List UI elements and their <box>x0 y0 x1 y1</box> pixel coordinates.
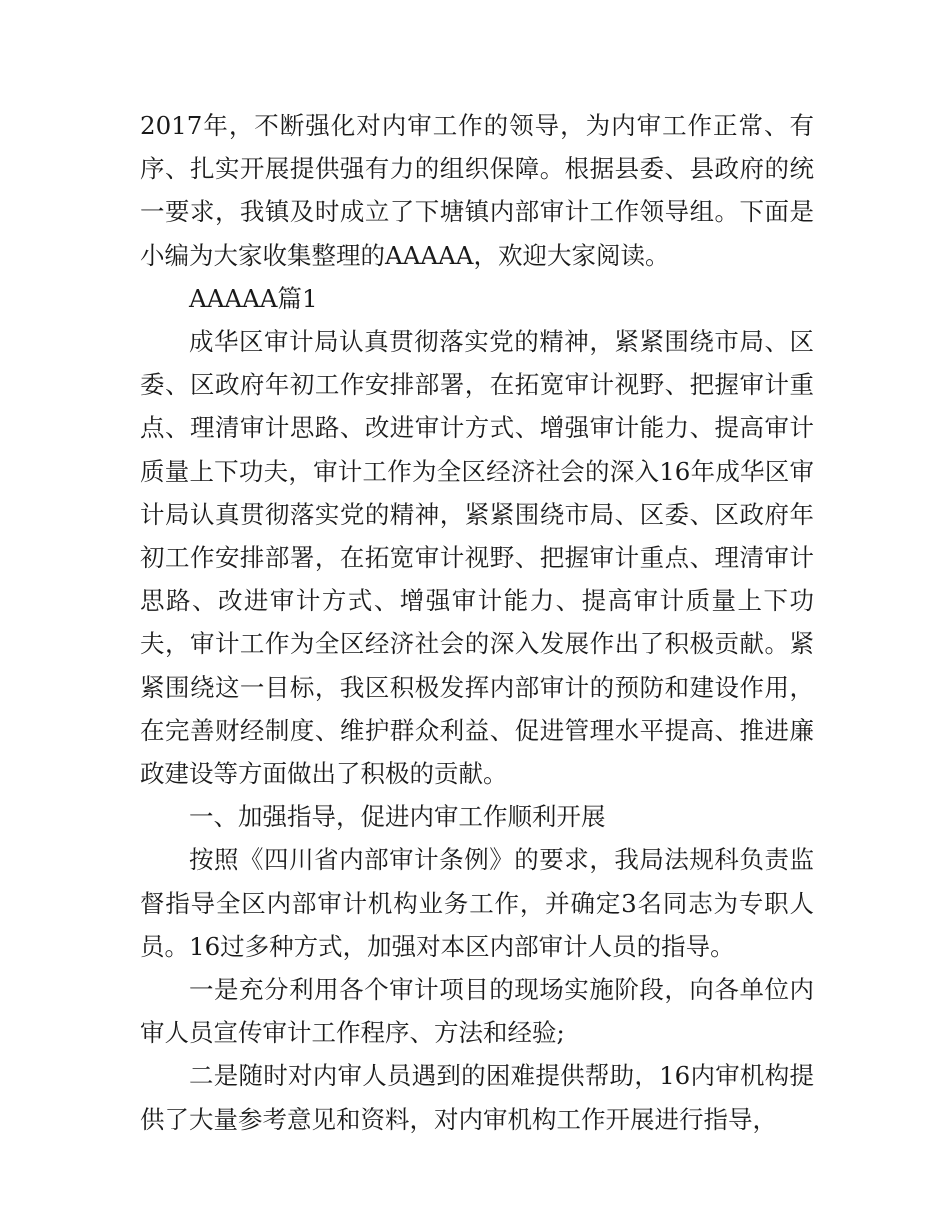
paragraph-intro: 2017年，不断强化对内审工作的领导，为内审工作正常、有序、扎实开展提供强有力的组织保障。根据县委、县政府的统一要求，我镇及时成立了下塘镇内部审计工作领导组。下面是小编为大家收集整理的AAAAA，欢迎大家阅读。 <box>140 111 814 270</box>
paragraph-overview: 成华区审计局认真贯彻落实党的精神，紧紧围绕市局、区委、区政府年初工作安排部署，在拓宽审计视野、把握审计重点、理清审计思路、改进审计方式、增强审计能力、提高审计质量上下功夫，审计工作为全区经济社会的深入16年成华区审计局认真贯彻落实党的精神，紧紧围绕市局、区委、区政府年初工作安排部署，在拓宽审计视野、把握审计重点、理清审计思路、改进审计方式、增强审计能力、提高审计质量上下功夫，审计工作为全区经济社会的深入发展作出了积极贡献。紧紧围绕这一目标，我区积极发挥内部审计的预防和建设作用，在完善财经制度、维护群众利益、促进管理水平提高、推进廉政建设等方面做出了积极的贡献。 <box>140 327 814 789</box>
section-heading-article-1: AAAAA篇1 <box>189 283 318 313</box>
paragraph-regulation: 按照《四川省内部审计条例》的要求，我局法规科负责监督指导全区内部审计机构业务工作，并确定3名同志为专职人员。16过多种方式，加强对本区内部审计人员的指导。 <box>140 845 814 961</box>
paragraph-point-two: 二是随时对内审人员遇到的困难提供帮助，16内审机构提供了大量参考意见和资料，对内审机构工作开展进行指导， <box>140 1061 814 1134</box>
document-body <box>140 104 814 1141</box>
section-heading-guidance: 一、加强指导，促进内审工作顺利开展 <box>189 802 606 832</box>
paragraph-point-one: 一是充分利用各个审计项目的现场实施阶段，向各单位内审人员宣传审计工作程序、方法和经验; <box>140 975 814 1048</box>
